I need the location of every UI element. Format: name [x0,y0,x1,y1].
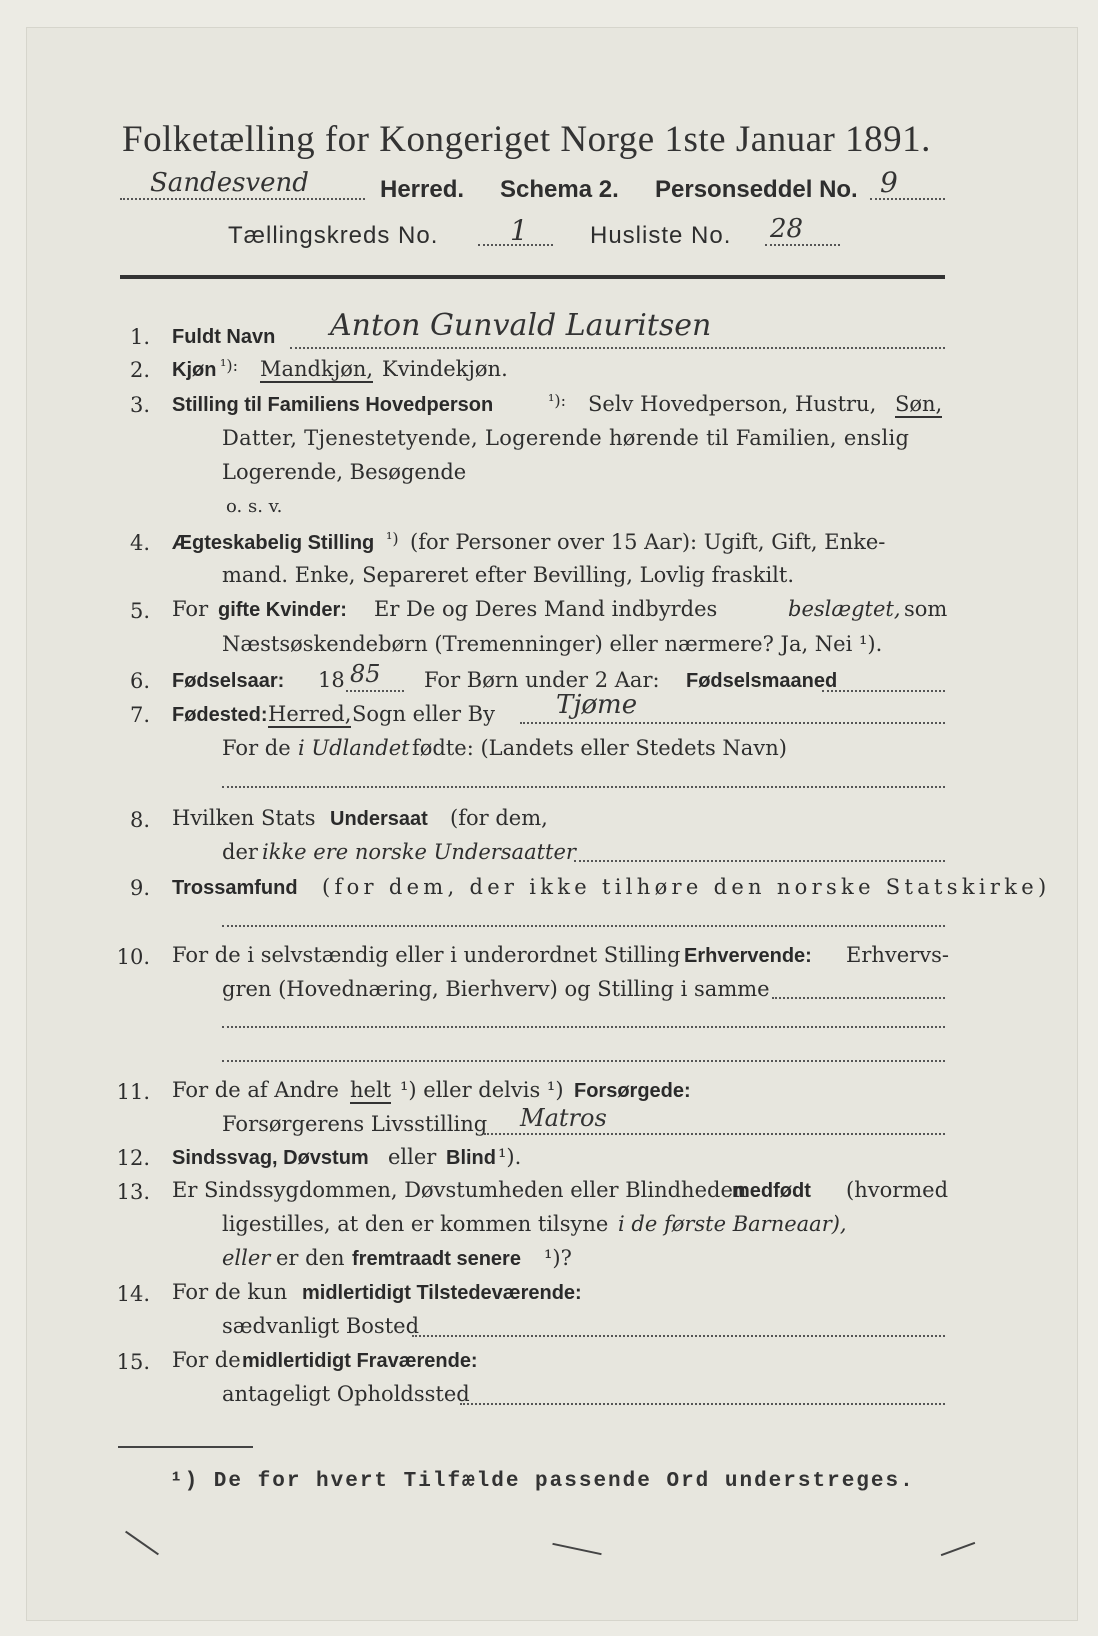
header-rule [120,275,945,279]
q10-dots-3 [222,1060,945,1062]
q10-line1-post: Erhvervs- [846,943,949,967]
q13-label3: fremtraadt senere [352,1248,521,1270]
q14-pre: For de kun [172,1280,288,1304]
q9-dots [222,925,945,927]
q13-line2-pre: ligestilles, at den er kommen tilsyne [222,1212,609,1236]
q8-line2-italic: ikke ere norske Undersaatter [262,840,576,864]
q12-label2: Blind [446,1147,496,1169]
q6-label2: Fødselsmaaned [686,670,838,692]
q1-value: Anton Gunvald Lauritsen [330,308,712,343]
q6-number: 6. [129,669,150,693]
q1-dots [290,347,945,349]
q3-line4: o. s. v. [226,496,283,517]
q11-mid: ¹) eller delvis ¹) [400,1078,564,1102]
q7-line2-post: fødte: (Landets eller Stedets Navn) [412,736,787,760]
q11-number: 11. [116,1080,150,1104]
q10-line2: gren (Hovednæring, Bierhverv) og Stilling i samme [222,977,770,1001]
q12-number: 12. [116,1146,150,1170]
q4-label: Ægteskabelig Stilling [172,532,375,554]
q8-dots [574,860,945,862]
q8-number: 8. [129,808,150,832]
personseddel-label: Personseddel No. [655,176,858,203]
q14-line2: sædvanligt Bosted [222,1314,420,1338]
q4-line1: (for Personer over 15 Aar): Ugift, Gift, Enke- [410,530,886,554]
footnote-rule [118,1446,253,1448]
q5-number: 5. [129,599,150,623]
q13-line3-italic: eller [222,1246,271,1270]
q6-mid: For Børn under 2 Aar: [424,668,660,692]
q13-line1-pre: Er Sindssygdommen, Døvstumheden eller Blindheden [172,1178,747,1202]
q5-line2: Næstsøskendebørn (Tremenninger) eller nærmere? Ja, Nei ¹). [222,632,883,656]
q3-number: 3. [129,393,150,417]
q15-label: midlertidigt Fraværende: [242,1350,478,1372]
q2-sup: ¹): [220,356,239,375]
q12-mid: eller [388,1145,437,1169]
husliste-dots [765,244,840,246]
q13-line3-tail: ¹)? [544,1246,572,1270]
q10-number: 10. [116,945,150,969]
q1-number: 1. [129,325,150,349]
q3-line1: Selv Hovedperson, Hustru, [588,392,877,416]
q1-label: Fuldt Navn [172,326,276,348]
q3-sup: ¹): [548,391,567,410]
q15-dots [460,1403,945,1405]
herred-label: Herred. [380,176,465,203]
schema-label: Schema 2. [500,176,619,203]
q11-line2: Forsørgerens Livsstilling [222,1112,488,1136]
form-title: Folketælling for Kongeriget Norge 1ste Januar 1891. [122,119,931,160]
kreds-value: 1 [510,214,528,247]
q12-tail: ¹). [498,1145,522,1169]
q4-number: 4. [129,531,150,555]
q11-pre: For de af Andre [172,1078,339,1102]
q14-label: midlertidigt Tilstedeværende: [302,1282,582,1304]
q13-label: medfødt [732,1180,811,1202]
q7-option-herred: Herred, [268,702,352,726]
q5-pre: For [172,597,209,621]
q10-dots-1 [772,997,945,999]
q15-number: 15. [116,1350,150,1374]
q4-line2: mand. Enke, Separeret efter Bevilling, Lovlig fraskilt. [222,563,795,587]
q8-line1-post: (for dem, [450,806,548,830]
kreds-label: Tællingskreds No. [228,222,439,249]
q6-year-value: 85 [350,660,381,688]
q6-month-dots [822,690,945,692]
q2-option-mandkjon: Mandkjøn, [260,357,374,381]
q8-line2-pre: der [222,840,258,864]
q9-number: 9. [129,876,150,900]
q3-line2: Datter, Tjenestetyende, Logerende hørende til Familien, enslig [222,426,910,450]
q10-label: Erhvervende: [684,945,812,967]
q7-value: Tjøme [556,690,638,720]
herred-dots [120,198,365,200]
q9-label: Trossamfund [172,877,298,899]
husliste-label: Husliste No. [590,222,732,249]
q2-number: 2. [129,358,150,382]
q13-line3-mid: er den [276,1246,345,1270]
q11-option-helt: helt [350,1078,392,1102]
q5-line1: Er De og Deres Mand indbyrdes [374,597,718,621]
q6-year-prefix: 18 [318,668,345,692]
herred-value: Sandesvend [150,168,309,198]
q6-year-dots [346,690,404,692]
q9-line1: (for dem, der ikke tilhøre den norske Statskirke) [322,875,1051,899]
q7-dots [520,722,945,724]
q5-italic: beslægtet, [788,597,901,621]
q14-dots [412,1335,945,1337]
q3-label: Stilling til Familiens Hovedperson [172,394,494,416]
q13-line1-post: (hvormed [846,1178,949,1202]
q11-label: Forsørgede: [574,1080,691,1102]
q15-line2: antageligt Opholdssted [222,1382,470,1406]
q7-number: 7. [129,703,150,727]
q13-number: 13. [116,1180,150,1204]
q7-foreign-dots [222,786,945,788]
q10-line1-pre: For de i selvstændig eller i underordnet Stilling [172,943,681,967]
q11-dots [484,1133,945,1135]
q15-pre: For de [172,1348,241,1372]
q2-label: Kjøn [172,359,217,381]
q2-option-kvindekjon: Kvindekjøn. [382,357,508,381]
q13-line2-italic: i de første Barneaar), [618,1212,847,1236]
q6-label: Fødselsaar: [172,670,285,692]
q8-label: Undersaat [330,808,428,830]
husliste-value: 28 [770,214,804,244]
q4-sup: ¹) [386,529,399,548]
q14-number: 14. [116,1282,150,1306]
footnote: ¹) De for hvert Tilfælde passende Ord understreges. [170,1470,915,1493]
q10-dots-2 [222,1026,945,1028]
q12-label: Sindssvag, Døvstum [172,1147,369,1169]
q7-line2-pre: For de [222,736,291,760]
q7-label: Fødested: [172,704,268,726]
q3-option-son: Søn, [895,392,943,416]
q5-label: gifte Kvinder: [218,599,347,621]
q7-line2-italic: i Udlandet [298,736,410,760]
personseddel-value: 9 [880,166,898,199]
q7-rest: Sogn eller By [352,702,495,726]
q3-line3: Logerende, Besøgende [222,460,467,484]
q5-tail: som [904,597,948,621]
q11-value: Matros [520,1104,607,1132]
q8-line1-pre: Hvilken Stats [172,806,316,830]
